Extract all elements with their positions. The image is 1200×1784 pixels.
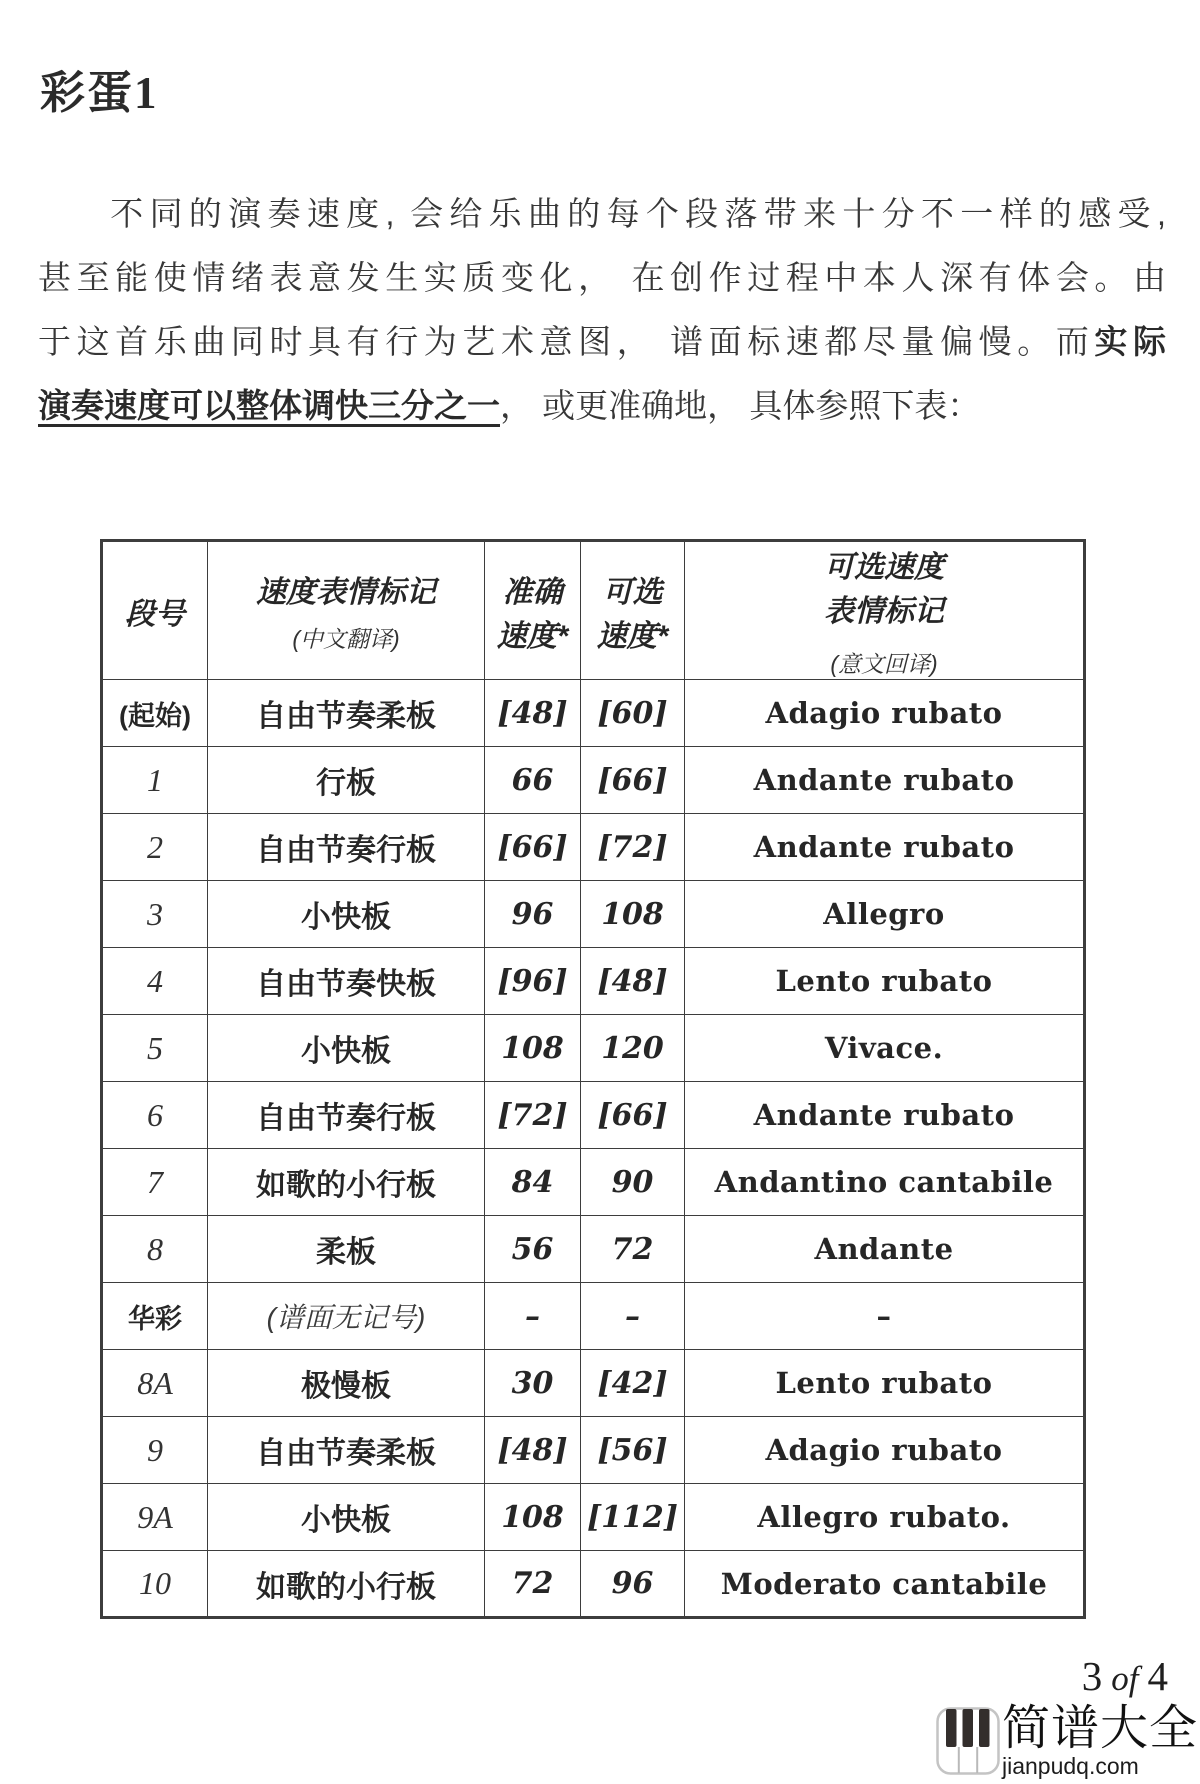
watermark-name: 简谱大全 [1001, 1702, 1198, 1755]
header-label: 可选速度 [824, 551, 944, 584]
cell-tempo-mark-it: Andantino cantabile [685, 1149, 1085, 1216]
cell-tempo-mark-it: Adagio rubato [685, 1417, 1085, 1484]
table-row [102, 814, 1085, 881]
tempo-table-header [102, 541, 1085, 680]
cell-section-no: 2 [102, 814, 208, 881]
cell-optional-tempo: 96 [581, 1551, 685, 1618]
header-sublabel: (中文翻译) [292, 626, 400, 652]
header-label: 速度表情标记 [256, 576, 436, 609]
cell-tempo-mark-it: Lento rubato [685, 1350, 1085, 1417]
paragraph-text: 不同的演奏速度, 会给乐曲的每个段落带来十分不一样的感受, [104, 195, 1166, 232]
cell-tempo-mark-it: Adagio rubato [685, 680, 1085, 747]
cell-tempo-mark-cn: 自由节奏行板 [208, 814, 485, 881]
table-row [102, 1350, 1085, 1417]
cell-section-no: 8 [102, 1216, 208, 1283]
cell-section-no: 9 [102, 1417, 208, 1484]
header-optional-tempo [581, 541, 685, 680]
cell-tempo-mark-it: Andante rubato [685, 1082, 1085, 1149]
table-row [102, 1149, 1085, 1216]
paragraph-text: ， 或更准确地， 具体参照下表： [500, 387, 981, 424]
table-row [102, 1417, 1085, 1484]
cell-optional-tempo: 72 [581, 1216, 685, 1283]
header-label: 表情标记 [824, 595, 944, 628]
paragraph-text: 于这首乐曲同时具有行为艺术意图， 谱面标速都尽量偏慢。而 [38, 323, 1095, 360]
header-tempo-mark-cn [208, 541, 485, 680]
cell-exact-tempo: [48] [485, 1417, 581, 1484]
page-number-current: 3 [1081, 1653, 1103, 1699]
table-row [102, 1082, 1085, 1149]
cell-exact-tempo: 56 [485, 1216, 581, 1283]
cell-optional-tempo: [72] [581, 814, 685, 881]
cell-exact-tempo: – [485, 1283, 581, 1350]
cell-exact-tempo: 84 [485, 1149, 581, 1216]
cell-tempo-mark-it: Allegro [685, 881, 1085, 948]
watermark-domain: jianpudq.com [1001, 1753, 1139, 1779]
cell-tempo-mark-cn: 小快板 [208, 1015, 485, 1082]
header-label: 段号 [125, 597, 185, 631]
cell-section-no: 4 [102, 948, 208, 1015]
page-number-separator: of [1111, 1659, 1139, 1698]
cell-tempo-mark-cn: 自由节奏柔板 [208, 1417, 485, 1484]
site-watermark [936, 1704, 1198, 1778]
header-label: 速度* [496, 619, 569, 653]
watermark-text [1002, 1704, 1198, 1778]
table-row [102, 1283, 1085, 1350]
cell-section-no: 5 [102, 1015, 208, 1082]
header-exact-tempo [485, 541, 581, 680]
table-row [102, 1551, 1085, 1618]
cell-tempo-mark-cn: 行板 [208, 747, 485, 814]
paragraph-line-1 [38, 182, 1166, 246]
paragraph-line-4 [38, 374, 1166, 438]
cell-tempo-mark-cn: 自由节奏行板 [208, 1082, 485, 1149]
tempo-table [100, 539, 1086, 1619]
cell-tempo-mark-it: Andante rubato [685, 814, 1085, 881]
table-row [102, 1484, 1085, 1551]
cell-exact-tempo: [48] [485, 680, 581, 747]
header-sublabel: (意文回译) [830, 651, 938, 677]
cell-tempo-mark-it: Vivace. [685, 1015, 1085, 1082]
page-number-total: 4 [1147, 1653, 1168, 1699]
cell-tempo-mark-it: Andante rubato [685, 747, 1085, 814]
cell-tempo-mark-it: Moderato cantabile [685, 1551, 1085, 1618]
paragraph-line-2 [38, 246, 1166, 310]
paragraph-text: 甚至能使情绪表意发生实质变化， 在创作过程中本人深有体会。由 [38, 259, 1166, 296]
cell-optional-tempo: [66] [581, 1082, 685, 1149]
header-section-no [102, 541, 208, 680]
cell-tempo-mark-it: Andante [685, 1216, 1085, 1283]
piano-icon [936, 1707, 1000, 1775]
cell-exact-tempo: 30 [485, 1350, 581, 1417]
cell-optional-tempo: [112] [581, 1484, 685, 1551]
table-row [102, 747, 1085, 814]
cell-optional-tempo: [56] [581, 1417, 685, 1484]
cell-section-no: 10 [102, 1551, 208, 1618]
cell-exact-tempo: 108 [485, 1484, 581, 1551]
cell-tempo-mark-cn: 如歌的小行板 [208, 1551, 485, 1618]
cell-section-no: 华彩 [102, 1283, 208, 1350]
cell-section-no: 6 [102, 1082, 208, 1149]
emphasis-underlined-text: 演奏速度可以整体调快三分之一 [38, 387, 500, 424]
cell-tempo-mark-cn: 柔板 [208, 1216, 485, 1283]
cell-tempo-mark-cn: 小快板 [208, 1484, 485, 1551]
cell-optional-tempo: 108 [581, 881, 685, 948]
cell-tempo-mark-it: Lento rubato [685, 948, 1085, 1015]
cell-tempo-mark-cn: 小快板 [208, 881, 485, 948]
page-number [1082, 1652, 1168, 1700]
cell-section-no: 1 [102, 747, 208, 814]
page-title: 彩蛋1 [40, 68, 159, 118]
table-row [102, 1216, 1085, 1283]
cell-tempo-mark-cn: 如歌的小行板 [208, 1149, 485, 1216]
header-optional-tempo-mark-it [685, 541, 1085, 680]
cell-exact-tempo: [72] [485, 1082, 581, 1149]
cell-section-no: 3 [102, 881, 208, 948]
cell-optional-tempo: 120 [581, 1015, 685, 1082]
cell-section-no: 7 [102, 1149, 208, 1216]
cell-optional-tempo: [60] [581, 680, 685, 747]
header-label: 速度* [596, 619, 669, 653]
header-label: 准确 [502, 575, 563, 609]
cell-tempo-mark-cn: 自由节奏快板 [208, 948, 485, 1015]
cell-optional-tempo: – [581, 1283, 685, 1350]
cell-tempo-mark-cn: 自由节奏柔板 [208, 680, 485, 747]
cell-exact-tempo: 108 [485, 1015, 581, 1082]
cell-tempo-mark-cn: 极慢板 [208, 1350, 485, 1417]
table-row [102, 948, 1085, 1015]
emphasis-text: 实际 [1094, 323, 1167, 360]
table-row [102, 680, 1085, 747]
table-row [102, 1015, 1085, 1082]
cell-optional-tempo: 90 [581, 1149, 685, 1216]
cell-exact-tempo: 96 [485, 881, 581, 948]
header-row [102, 541, 1085, 680]
cell-section-no: 9A [102, 1484, 208, 1551]
intro-paragraph [38, 182, 1166, 438]
paragraph-line-3 [38, 310, 1166, 374]
header-label: 可选 [602, 575, 663, 609]
cell-optional-tempo: [48] [581, 948, 685, 1015]
cell-tempo-mark-it: Allegro rubato. [685, 1484, 1085, 1551]
cell-exact-tempo: [96] [485, 948, 581, 1015]
cell-tempo-mark-cn: (谱面无记号) [208, 1283, 485, 1350]
cell-section-no: 8A [102, 1350, 208, 1417]
cell-exact-tempo: 72 [485, 1551, 581, 1618]
table-row [102, 881, 1085, 948]
cell-tempo-mark-it: – [685, 1283, 1085, 1350]
cell-exact-tempo: 66 [485, 747, 581, 814]
cell-optional-tempo: [66] [581, 747, 685, 814]
cell-section-no: (起始) [102, 680, 208, 747]
cell-exact-tempo: [66] [485, 814, 581, 881]
cell-optional-tempo: [42] [581, 1350, 685, 1417]
tempo-table-body [102, 680, 1085, 1618]
